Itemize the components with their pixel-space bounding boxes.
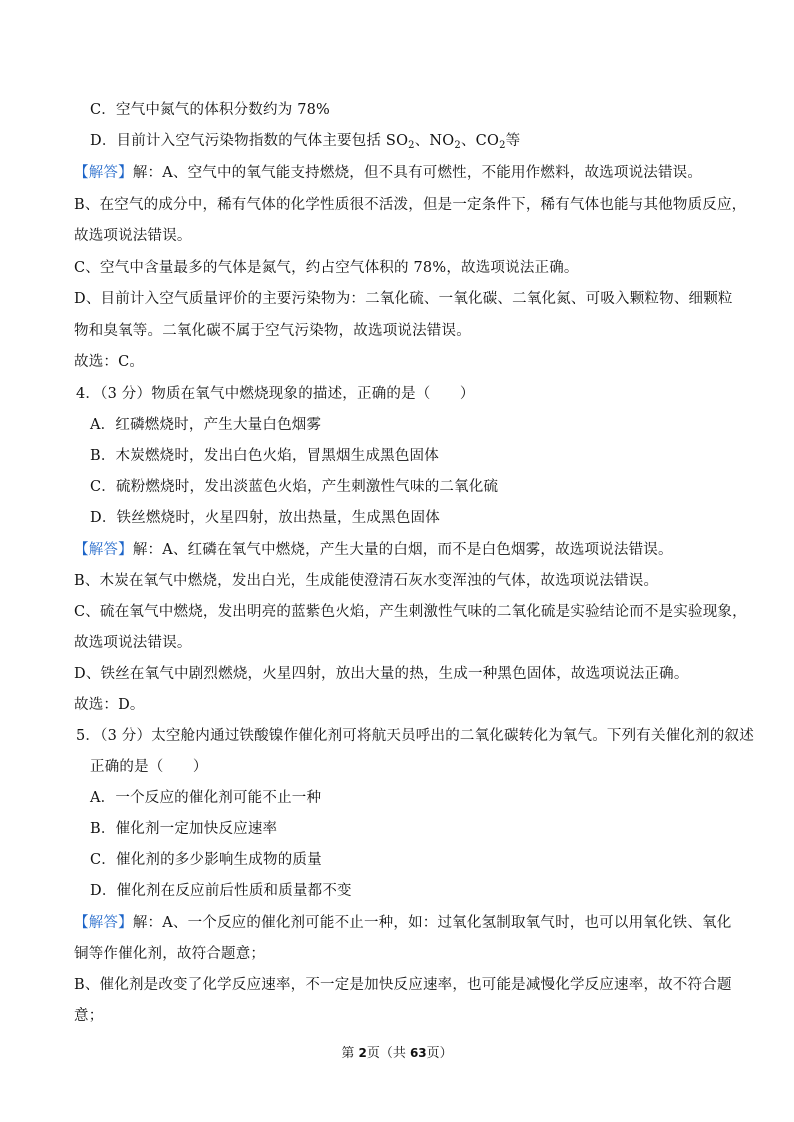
- answer-tag: 【解答】: [74, 915, 133, 931]
- explanation-line: 意；: [74, 1008, 104, 1024]
- explanation-line: 故选项说法错误。: [74, 635, 192, 651]
- question-5-option-a: A．一个反应的催化剂可能不止一种: [90, 790, 322, 806]
- question-5-stem: 5．（3 分）太空舱内通过铁酸镍作催化剂可将航天员呼出的二氧化碳转化为氧气。下列有关催化剂的叙述: [76, 728, 754, 744]
- explanation-line: D、铁丝在氧气中剧烈燃烧，火星四射，放出大量的热，生成一种黑色固体，故选项说法正确。: [74, 666, 689, 682]
- option-c-line: C．空气中氮气的体积分数约为 78%: [90, 102, 331, 118]
- explanation-line: D、目前计入空气质量评价的主要污染物为：二氧化硫、一氧化碳、二氧化氮、可吸入颗粒物、细颗粒: [74, 291, 733, 307]
- explanation-line: 物和臭氧等。二氧化碳不属于空气污染物，故选项说法错误。: [74, 323, 471, 339]
- question-5-option-b: B．催化剂一定加快反应速率: [90, 821, 278, 837]
- conclusion-line: 故选：D。: [74, 697, 145, 713]
- option-d-line: D．目前计入空气污染物指数的气体主要包括 $SO_2$、$NO_2$、$CO_2$等: [90, 133, 521, 151]
- question-4-stem: 4．（3 分）物质在氧气中燃烧现象的描述，正确的是（ ）: [76, 386, 475, 402]
- answer-tag: 【解答】: [74, 165, 133, 181]
- question-5-option-c: C．催化剂的多少影响生成物的质量: [90, 852, 322, 868]
- answer-line: 【解答】解：A、红磷在氧气中燃烧，产生大量的白烟，而不是白色烟雾，故选项说法错误。: [74, 542, 673, 558]
- explanation-line: 铜等作催化剂，故符合题意；: [74, 946, 266, 962]
- explanation-line: C、空气中含量最多的气体是氮气，约占空气体积的 78%，故选项说法正确。: [74, 260, 579, 276]
- explanation-line: B、在空气的成分中，稀有气体的化学性质很不活泼，但是一定条件下，稀有气体也能与其他物质反应，: [74, 197, 747, 213]
- answer-line: 【解答】解：A、一个反应的催化剂可能不止一种，如：过氧化氢制取氧气时，也可以用氧化铁、氧化: [74, 915, 732, 931]
- question-4-option-c: C．硫粉燃烧时，发出淡蓝色火焰，产生刺激性气味的二氧化硫: [90, 479, 499, 495]
- page-footer: 第 2页（共 63页）: [341, 1046, 453, 1061]
- explanation-line: B、木炭在氧气中燃烧，发出白光，生成能使澄清石灰水变浑浊的气体，故选项说法错误。: [74, 573, 659, 589]
- page-number: 2: [358, 1046, 367, 1060]
- answer-tag: 【解答】: [74, 542, 133, 558]
- explanation-line: C、硫在氧气中燃烧，发出明亮的蓝紫色火焰，产生刺激性气味的二氧化硫是实验结论而不是实验现象，: [74, 604, 747, 620]
- question-5-stem-cont: 正确的是（ ）: [90, 759, 208, 775]
- page-total: 63: [409, 1046, 427, 1060]
- question-5-option-d: D．催化剂在反应前后性质和质量都不变: [90, 883, 352, 899]
- explanation-line: B、催化剂是改变了化学反应速率，不一定是加快反应速率，也可能是减慢化学反应速率，故不符合题: [74, 977, 732, 993]
- question-4-option-a: A．红磷燃烧时，产生大量白色烟雾: [90, 417, 322, 433]
- answer-line: 【解答】解：A、空气中的氧气能支持燃烧，但不具有可燃性，不能用作燃料，故选项说法错误。: [74, 165, 703, 181]
- question-4-option-d: D．铁丝燃烧时，火星四射，放出热量，生成黑色固体: [90, 510, 440, 526]
- explanation-line: 故选项说法错误。: [74, 228, 192, 244]
- question-4-option-b: B．木炭燃烧时，发出白色火焰，冒黑烟生成黑色固体: [90, 448, 439, 464]
- conclusion-line: 故选：C。: [74, 354, 145, 370]
